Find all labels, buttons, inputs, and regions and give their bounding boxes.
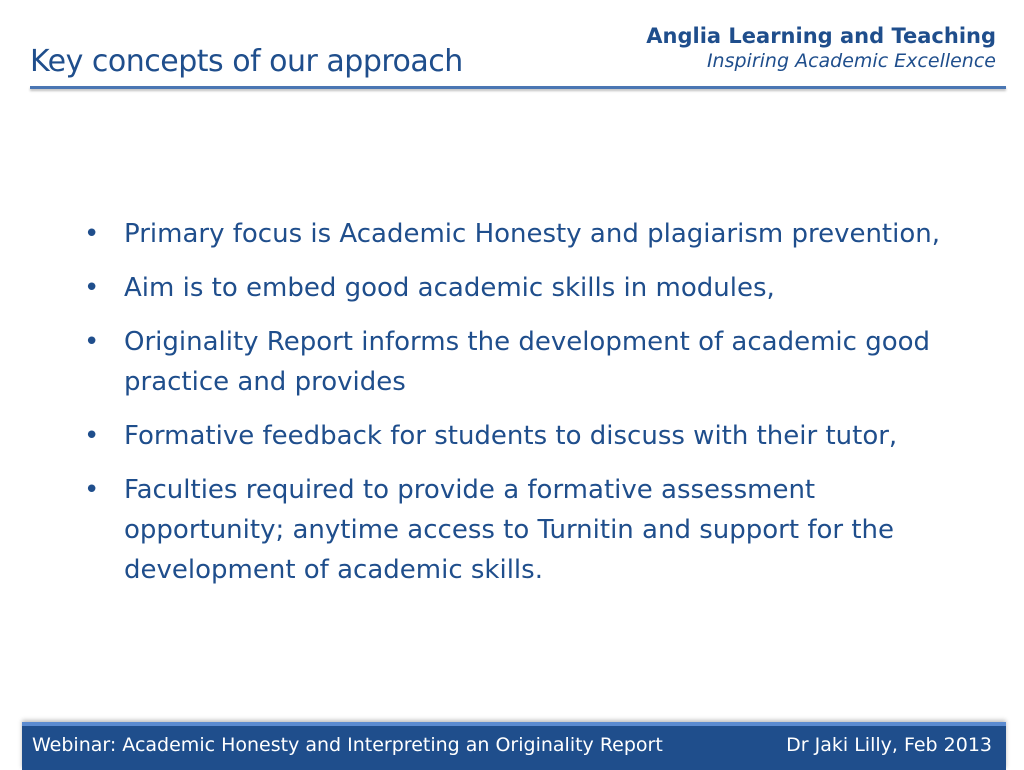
- bullet-marker: •: [84, 219, 100, 249]
- bullet-text: Primary focus is Academic Honesty and plagiarism prevention,: [124, 219, 941, 249]
- bullet-item: [84, 268, 964, 308]
- footer-webinar-title: Webinar: Academic Honesty and Interpreting an Originality Report: [32, 734, 663, 756]
- bullet-text: Formative feedback for students to discuss with their tutor,: [124, 421, 898, 451]
- bullet-marker: •: [84, 327, 100, 357]
- brand-name: Anglia Learning and Teaching: [646, 24, 996, 48]
- bullet-item: [84, 470, 964, 590]
- header-divider: [30, 86, 1006, 89]
- bullet-marker: •: [84, 273, 100, 303]
- brand-block: [646, 24, 996, 72]
- bullet-list: [84, 214, 964, 604]
- brand-tagline: Inspiring Academic Excellence: [706, 50, 996, 72]
- bullet-marker: •: [84, 421, 100, 451]
- footer-bar: [22, 722, 1006, 770]
- bullet-text: Aim is to embed good academic skills in modules,: [124, 273, 775, 303]
- bullet-text: Originality Report informs the development of academic good practice and provides: [124, 327, 931, 397]
- bullet-text: Faculties required to provide a formative assessment opportunity; anytime access to Turnitin and support for the development of academic skills.: [124, 475, 894, 585]
- bullet-item: [84, 416, 964, 456]
- footer-author-date: Dr Jaki Lilly, Feb 2013: [786, 734, 992, 756]
- bullet-item: [84, 322, 964, 402]
- bullet-marker: •: [84, 475, 100, 505]
- page-title: Key concepts of our approach: [30, 44, 463, 79]
- bullet-item: [84, 214, 964, 254]
